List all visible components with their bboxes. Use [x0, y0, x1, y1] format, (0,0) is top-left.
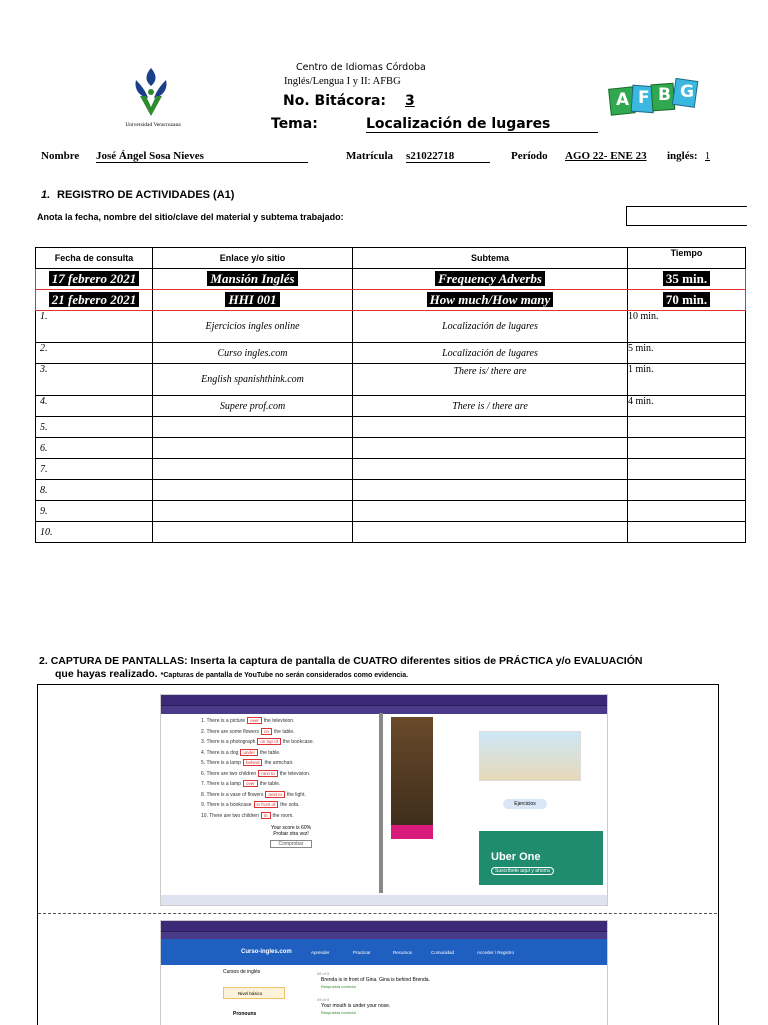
table-header-row [36, 248, 746, 269]
bitacora-number: 3 [405, 93, 415, 109]
cell-sitio: English spanishthink.com [153, 364, 353, 396]
table-row [36, 290, 746, 311]
town-illustration [479, 731, 581, 781]
table-row [36, 269, 746, 290]
cell-number: 9. [36, 501, 153, 522]
ingles-label: inglés: [667, 150, 698, 162]
answer-status: Respuesta correcta [321, 1010, 356, 1015]
ad-banner-magenta [391, 825, 433, 839]
cell-number: 8. [36, 480, 153, 501]
cell-number: 2. [36, 343, 153, 364]
browser-addressbar [161, 705, 607, 714]
section1-number: 1. [41, 189, 51, 201]
cell-tiempo: 4 min. [628, 396, 746, 417]
cell-number: 3. [36, 364, 153, 396]
score-text: Your score is 60% [270, 825, 312, 831]
exercise-line: 2. There are some flowers on the table. [201, 728, 295, 735]
cell-subtema: There is / there are [353, 396, 628, 417]
cell-fecha: 17 febrero 2021 [49, 271, 140, 286]
table-row [36, 396, 746, 417]
site-name: Curso-ingles.com [241, 949, 292, 955]
table-row [36, 343, 746, 364]
logo-letter-a: A [616, 90, 630, 110]
answer-text: Your mouth is under your nose. [321, 1003, 391, 1009]
logo-letter-g: G [680, 82, 694, 102]
section2-title [39, 655, 739, 682]
uv-logo [128, 66, 174, 120]
cell-number: 5. [36, 417, 153, 438]
tema-value: Localización de lugares [366, 116, 598, 133]
header-sitio: Enlace y/o sitio [153, 248, 353, 269]
table-row [36, 311, 746, 343]
cell-sitio: Ejercicios ingles online [153, 311, 353, 343]
section2-note: *Capturas de pantalla de YouTube no serán considerados como evidencia. [160, 672, 409, 679]
level-chip[interactable]: Nivel básico [223, 987, 285, 999]
cell-subtema: Localización de lugares [353, 343, 628, 364]
answer-status: Respuesta correcta [321, 984, 356, 989]
blank-box [626, 206, 747, 226]
exercise-line: 7. There is a lamp over the table. [201, 781, 281, 787]
browser-tabbar [161, 921, 607, 931]
cell-tiempo: 35 min. [663, 271, 710, 286]
bitacora-label: No. Bitácora: [283, 93, 387, 109]
site-header [161, 939, 607, 965]
header-tiempo: Tiempo [628, 248, 746, 269]
tema-label: Tema: [271, 116, 318, 132]
university-name: Universidad Veracruzana [125, 122, 181, 128]
cell-tiempo: 10 min. [628, 311, 746, 343]
nav-aprender[interactable]: Aprender [311, 950, 330, 955]
cell-subtema: There is/ there are [353, 364, 628, 396]
sidebar-title: Cursos de inglés [223, 969, 261, 975]
nav-practicar[interactable]: Practicar [353, 950, 371, 955]
table-row [36, 364, 746, 396]
cell-sitio: Curso ingles.com [153, 343, 353, 364]
cell-fecha: 21 febrero 2021 [49, 292, 140, 307]
taskbar [161, 895, 607, 905]
cell-number: 1. [36, 311, 153, 343]
answer-label: 08 of 5 [317, 971, 330, 976]
cell-number: 4. [36, 396, 153, 417]
cell-subtema: How much/How many [427, 292, 554, 307]
screenshot-2 [160, 920, 608, 1025]
exercise-line: 9. There is a bookcase in front of the sofa. [201, 802, 300, 808]
nav-recursos[interactable]: Recursos [393, 950, 413, 955]
table-row [36, 417, 746, 438]
exercise-line: 6. There are two children next to the television. [201, 770, 311, 777]
section2-title-line1: CAPTURA DE PANTALLAS: Inserta la captura de pantalla de CUATRO diferentes sitios de PRÁCTICA y/o EVALUACIÓN [50, 655, 643, 667]
browser-tabbar [161, 695, 607, 705]
header-subtema: Subtema [353, 248, 628, 269]
table-row [36, 459, 746, 480]
logo-letter-b: B [658, 85, 671, 105]
cell-tiempo: 1 min. [628, 364, 746, 396]
exercise-panel [201, 717, 381, 848]
cell-number: 6. [36, 438, 153, 459]
answer-text: Brenda is in front of Gina. Gina is behind Brenda. [321, 977, 430, 983]
exercise-line: 10. There are two children in the room. [201, 812, 294, 819]
course: Inglés/Lengua I y II: AFBG [284, 76, 401, 87]
cell-tiempo: 5 min. [628, 343, 746, 364]
matricula-label: Matrícula [346, 150, 394, 162]
check-button[interactable]: Comprobar [270, 840, 312, 848]
nav-comunidad[interactable]: Comunidad [431, 950, 455, 955]
periodo-label: Período [511, 150, 548, 162]
nav-acceder[interactable]: Acceder / Registro [477, 950, 515, 955]
exercise-line: 3. There is a photograph on top of the bookcase. [201, 739, 315, 745]
activities-table [35, 247, 746, 543]
logo-letter-f: F [638, 88, 650, 108]
cell-sitio: Supere prof.com [153, 396, 353, 417]
exercise-line: 4. There is a dog under the table. [201, 749, 281, 756]
section2-title-line2: que hayas realizado. [55, 668, 158, 680]
retry-text: Probar otra vez! [273, 831, 309, 837]
screenshot-1 [160, 694, 608, 906]
ejercicios-button[interactable]: Ejercicios [503, 799, 547, 809]
institution: Centro de Idiomas Córdoba [296, 62, 426, 73]
exercise-line: 5. There is a lamp behind the armchair. [201, 760, 294, 766]
name-label: Nombre [41, 150, 80, 162]
ad-cta[interactable]: Suscríbete aquí y ahorra [491, 867, 554, 875]
ad-image [391, 717, 433, 837]
uv-logo-icon [128, 66, 174, 120]
ad-title: Uber One [491, 851, 541, 863]
section1-instruction: Anota la fecha, nombre del sitio/clave del material y subtema trabajado: [37, 212, 344, 222]
table-row [36, 480, 746, 501]
exercise-line: 8. There is a vase of flowers next to the light. [201, 791, 306, 798]
cell-sitio: HHI 001 [225, 292, 279, 307]
table-row [36, 501, 746, 522]
matricula-value: s21022718 [406, 150, 490, 163]
screenshots-divider [38, 913, 717, 914]
section2-number: 2. [39, 655, 48, 667]
section1-title: REGISTRO DE ACTIVIDADES (A1) [57, 189, 235, 201]
cell-subtema: Frequency Adverbs [435, 271, 545, 286]
answer-label: 09 of 5 [317, 997, 330, 1002]
cell-number: 10. [36, 522, 153, 543]
ingles-value: 1 [705, 151, 710, 162]
table-row [36, 522, 746, 543]
name-value: José Ángel Sosa Nieves [96, 150, 308, 163]
cell-sitio: Mansión Inglés [207, 271, 297, 286]
exercise-line: 1. There is a picture over the television. [201, 718, 295, 724]
cell-subtema: Localización de lugares [353, 311, 628, 343]
divider-bar [379, 713, 383, 893]
cell-number: 7. [36, 459, 153, 480]
table-row [36, 438, 746, 459]
lesson-item[interactable]: Pronouns [233, 1011, 257, 1017]
afbg-logo [608, 76, 700, 122]
cell-tiempo: 70 min. [663, 292, 710, 307]
header-fecha: Fecha de consulta [36, 248, 153, 269]
periodo-value: AGO 22- ENE 23 [565, 150, 647, 162]
